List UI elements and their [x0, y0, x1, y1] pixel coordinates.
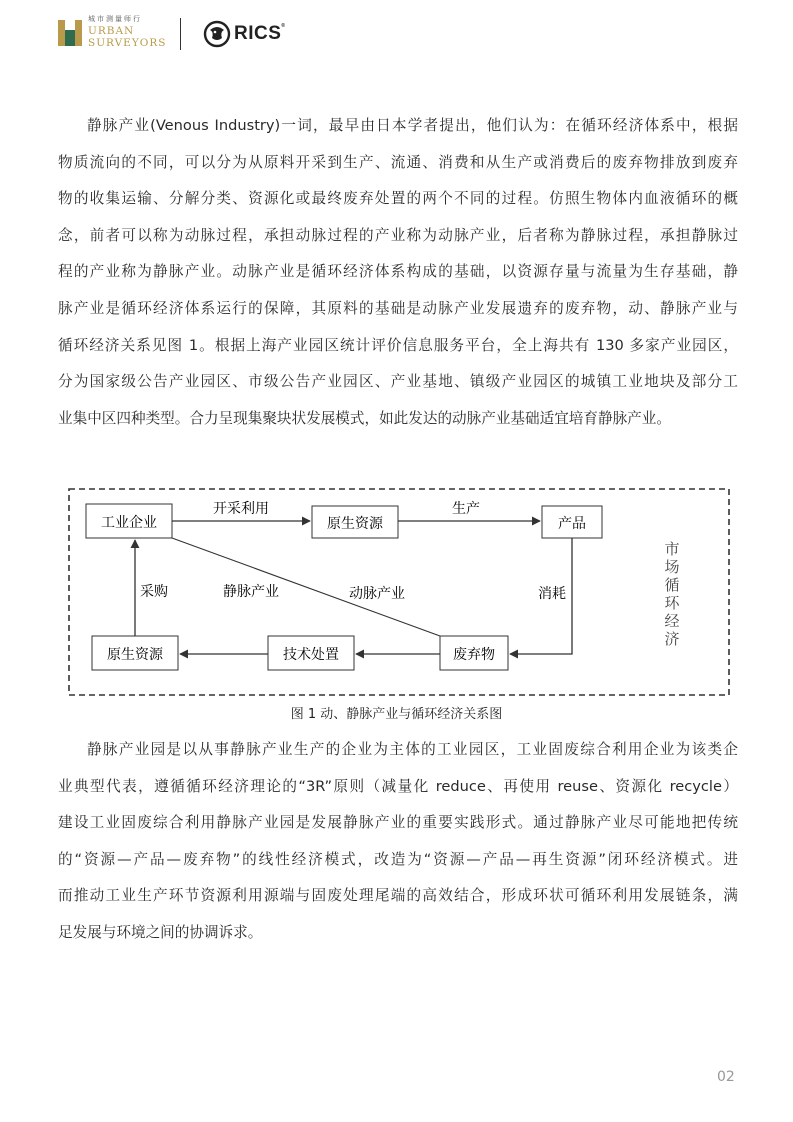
paragraph-line: 物质流向的不同，可以分为从原料开采到生产、流通、消费和从生产或消费后的废弃物排放到废弃 [58, 153, 738, 171]
side-label-char: 循 [664, 576, 680, 594]
node-tech-treatment-label: 技术处置 [283, 647, 339, 663]
side-label-char: 场 [664, 558, 680, 576]
paragraph-line: 的“资源—产品—废弃物”的线性经济模式，改造为“资源—产品—再生资源”闭环经济模式。进 [58, 850, 738, 868]
rics-registered-mark: ® [281, 23, 286, 29]
side-label-char: 市 [664, 540, 680, 558]
node-raw-resource-bottom-label: 原生资源 [107, 647, 163, 663]
node-product-label: 产品 [558, 516, 586, 532]
paragraph-2 [58, 732, 738, 952]
rics-lion-icon [202, 20, 232, 48]
urban-surveyors-logo-icon [58, 18, 82, 48]
paragraph-line: 念，前者可以称为动脉过程，承担动脉过程的产业称为动脉产业，后者称为静脉过程，承担静脉过 [58, 226, 738, 244]
paragraph-line: 而推动工业生产环节资源利用源端与固废处理尾端的高效结合，形成环状可循环利用发展链条，满 [58, 887, 738, 905]
paragraph-line: 业典型代表，遵循循环经济理论的“3R”原则（减量化 reduce、再使用 reuse、资源化 recycle） [58, 777, 738, 795]
side-label-char: 经 [664, 612, 680, 630]
edge-production-label: 生产 [452, 501, 480, 517]
edge-consumption-label: 消耗 [538, 586, 566, 602]
paragraph-line: 物的收集运输、分解分类、资源化或最终废弃处置的两个不同的过程。仿照生物体内血液循环的概 [58, 190, 738, 208]
paragraph-line: 静脉产业(Venous Industry)一词，最早由日本学者提出，他们认为：在循环经济体系中，根据 [87, 117, 738, 134]
figure-caption: 图 1 动、静脉产业与循环经济关系图 [290, 707, 503, 722]
paragraph-line: 循环经济关系见图 1。根据上海产业园区统计评价信息服务平台，全上海共有 130 多家产业园区， [58, 336, 738, 354]
paragraph-line: 静脉产业园是以从事静脉产业生产的企业为主体的工业园区，工业固废综合利用企业为该类企 [87, 741, 738, 758]
page-number: 02 [717, 1069, 735, 1085]
paragraph-line: 程的产业称为静脉产业。动脉产业是循环经济体系构成的基础，以资源存量与流量为生存基础，静 [58, 263, 738, 281]
paragraph-line: 业集中区四种类型。合力呈现集聚块状发展模式，如此发达的动脉产业基础适宜培育静脉产业。 [58, 409, 671, 427]
paragraph-line: 建设工业固废综合利用静脉产业园是发展静脉产业的重要实践形式。通过静脉产业尽可能地把传统 [58, 814, 738, 832]
rics-text: RICS [234, 23, 282, 44]
node-raw-resource-top-label: 原生资源 [327, 516, 383, 532]
circular-economy-diagram [68, 488, 730, 696]
paragraph-line: 足发展与环境之间的协调诉求。 [58, 923, 263, 941]
edge-arterial-label: 动脉产业 [349, 586, 405, 602]
edge-purchase-label: 采购 [140, 584, 168, 600]
node-industrial-enterprise-label: 工业企业 [101, 515, 157, 531]
paragraph-1 [58, 108, 738, 437]
brand-en-line2: SURVEYORS [88, 37, 167, 49]
side-label-char: 环 [664, 594, 680, 612]
brand-en-line1: URBAN [88, 25, 135, 37]
edge-mining-label: 开采利用 [213, 501, 269, 517]
page-header [58, 16, 318, 52]
header-divider [180, 18, 181, 50]
paragraph-line: 脉产业是循环经济体系运行的保障，其原料的基础是动脉产业发展遗弃的废弃物，动、静脉产业与 [58, 299, 738, 317]
paragraph-line: 分为国家级公告产业园区、市级公告产业园区、产业基地、镇级产业园区的城镇工业地块及部分工 [58, 373, 738, 391]
rics-wordmark [234, 23, 286, 45]
brand-cn: 城市测量师行 [88, 15, 142, 23]
brand-text [88, 16, 166, 49]
node-waste-label: 废弃物 [453, 647, 495, 663]
side-label-char: 济 [664, 630, 680, 648]
edge-venous-label: 静脉产业 [223, 584, 279, 600]
